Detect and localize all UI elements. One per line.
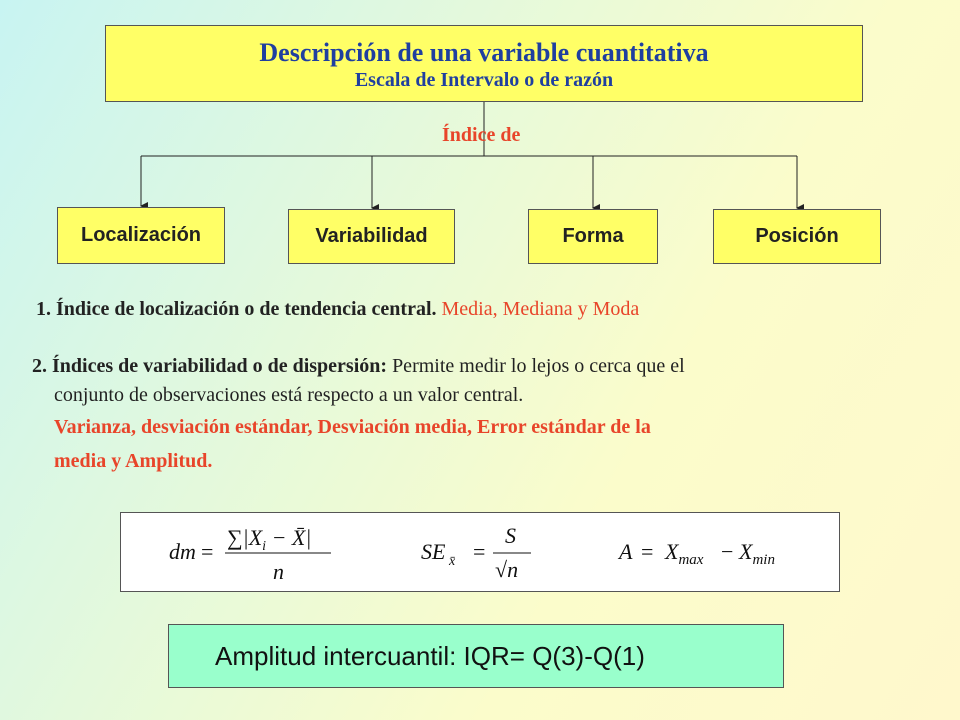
- se-sub: x̄: [449, 554, 456, 569]
- item1-text: 1. Índice de localización o de tendencia central.: [36, 298, 437, 320]
- dm-numerator: $\sum|X_i$ − X̄|: [227, 525, 312, 554]
- category-forma: Forma: [528, 209, 658, 264]
- item1-examples: Media, Mediana y Moda: [441, 298, 640, 320]
- formulas: [121, 513, 841, 593]
- se-lhs: SE: [421, 539, 446, 564]
- dm-denominator: n: [273, 559, 284, 584]
- item2-examples-line2: media y Amplitud.: [54, 450, 213, 472]
- formula-box: [120, 512, 840, 592]
- index-label: Índice de: [442, 124, 521, 146]
- se-denominator: √n: [495, 557, 519, 582]
- diagram-subtitle: Escala de Intervalo o de razón: [354, 69, 614, 91]
- a-equals: =: [641, 539, 654, 564]
- dm-equals: =: [201, 539, 214, 564]
- iqr-text: Amplitud intercuantil: IQR= Q(3)-Q(1): [215, 640, 645, 671]
- a-lhs: A: [619, 539, 633, 564]
- diagram-title: Descripción de una variable cuantitativa: [259, 38, 709, 67]
- item2-description-line1: Permite medir lo lejos o cerca que el: [392, 355, 685, 377]
- a-minus: −: [721, 539, 734, 564]
- se-equals: =: [473, 539, 486, 564]
- category-variabilidad: Variabilidad: [288, 209, 455, 264]
- item2-description-line2: conjunto de observaciones está respecto a un valor central.: [54, 384, 524, 406]
- dm-sub-i: i: [262, 539, 267, 554]
- a-x-min: $X_{min}$: [739, 539, 775, 568]
- item2-heading: 2. Índices de variabilidad o de dispersión:: [32, 355, 388, 377]
- category-posicion: Posición: [713, 209, 881, 264]
- a-x-max: $X_{max}$: [665, 539, 704, 568]
- iqr-box: [168, 624, 784, 688]
- se-numerator: S: [505, 523, 516, 548]
- item-localizacion: [36, 295, 639, 324]
- item2-examples-line1: Varianza, desviación estándar, Desviación media, Error estándar de la: [54, 416, 651, 438]
- dm-lhs: dm: [169, 539, 196, 564]
- category-localizacion: Localización: [57, 207, 225, 264]
- item-variabilidad: [32, 352, 922, 478]
